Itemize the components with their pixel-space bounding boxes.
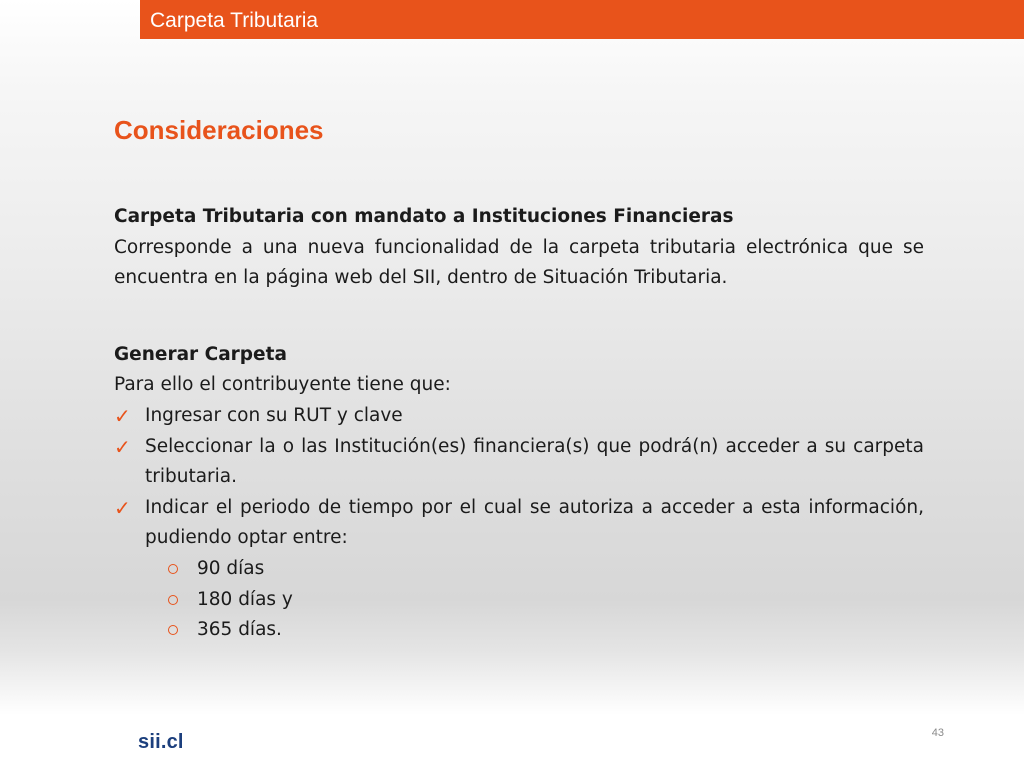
- page-number: 43: [931, 727, 944, 739]
- sii-logo: sii.cl: [138, 731, 184, 753]
- steps-list: [114, 401, 924, 554]
- check-mark-icon: ✓: [114, 434, 131, 459]
- step-text: Seleccionar la o las Institución(es) financiera(s) que podrá(n) acceder a su carpeta tributaria.: [145, 435, 924, 488]
- section-body-carpeta-mandato: Corresponde a una nueva funcionalidad de la carpeta tributaria electrónica que se encuentra en la página web del SII, dentro de Situación Tributaria.: [114, 236, 924, 289]
- section-intro-generar-carpeta: Para ello el contribuyente tiene que:: [114, 374, 451, 396]
- period-option: [166, 585, 924, 616]
- circle-bullet-icon: [168, 625, 178, 635]
- circle-bullet-icon: [168, 595, 178, 605]
- period-option: [166, 615, 924, 646]
- period-option: [166, 554, 924, 585]
- period-option-text: 90 días: [197, 557, 265, 579]
- slide-heading: Consideraciones: [114, 115, 324, 145]
- step-item: [114, 401, 924, 432]
- section-title-carpeta-mandato: Carpeta Tributaria con mandato a Instituciones Financieras: [114, 206, 734, 227]
- check-mark-icon: ✓: [114, 495, 131, 520]
- step-item: [114, 432, 924, 493]
- section-spacer: [114, 294, 924, 340]
- section-title-generar-carpeta: Generar Carpeta: [114, 343, 287, 365]
- period-options-list: [166, 554, 924, 646]
- check-mark-icon: ✓: [114, 403, 131, 428]
- slide-content: [114, 202, 924, 646]
- header-title: Carpeta Tributaria: [150, 9, 319, 32]
- step-text: Ingresar con su RUT y clave: [145, 404, 403, 426]
- period-option-text: 365 días.: [197, 619, 282, 641]
- circle-bullet-icon: [168, 564, 178, 574]
- header-bar: [140, 0, 1024, 39]
- step-item: [114, 493, 924, 554]
- step-text: Indicar el periodo de tiempo por el cual se autoriza a acceder a esta información, pudiendo optar entre:: [145, 496, 924, 549]
- period-option-text: 180 días y: [197, 588, 293, 610]
